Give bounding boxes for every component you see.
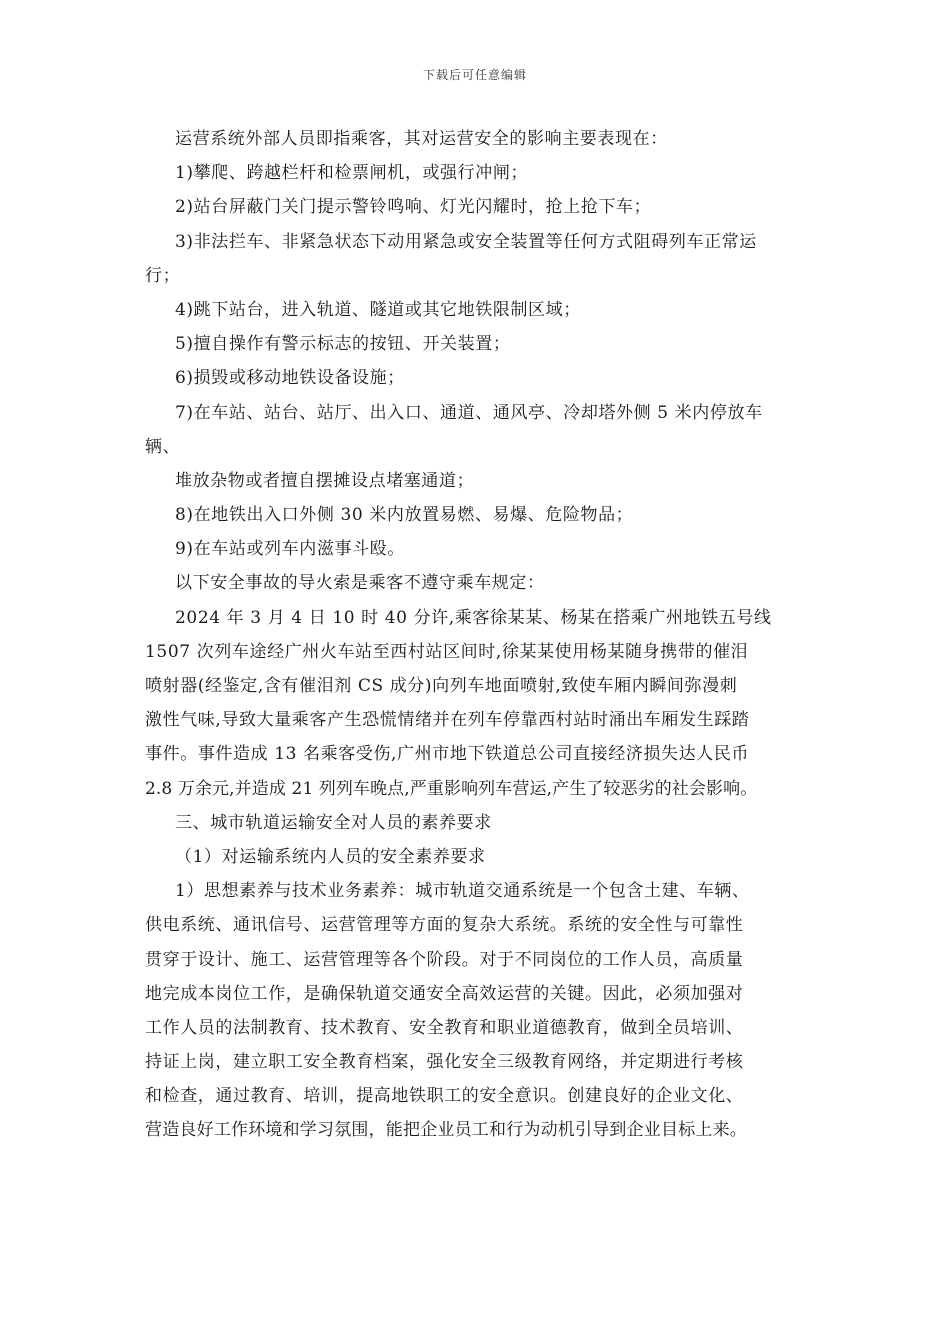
paragraph-line: 运营系统外部人员即指乘客，其对运营安全的影响主要表现在： <box>175 129 668 149</box>
document-body <box>145 122 825 1148</box>
list-item: 3)非法拦车、非紧急状态下动用紧急或安全装置等任何方式阻碍列车正常运 <box>175 231 757 252</box>
page-header: 下载后可任意编辑 <box>422 68 527 82</box>
paragraph-line: 供电系统、通讯信号、运营管理等方面的复杂大系统。系统的安全性与可靠性 <box>145 915 744 936</box>
paragraph-line: 1）思想素养与技术业务素养：城市轨道交通系统是一个包含土建、车辆、 <box>175 881 750 902</box>
list-item: 9)在车站或列车内滋事斗殴。 <box>175 539 405 560</box>
incident-paragraph-line: 2024 年 3 月 4 日 10 时 40 分许,乘客徐某某、杨某在搭乘广州地铁五号线 <box>175 607 772 628</box>
paragraph-line: 地完成本岗位工作，是确保轨道交通安全高效运营的关键。因此，必须加强对 <box>145 983 744 1004</box>
section-heading: 三、城市轨道运输安全对人员的素养要求 <box>175 812 492 833</box>
subsection-heading: （1）对运输系统内人员的安全素养要求 <box>175 846 486 867</box>
incident-paragraph-line: 2.8 万余元,并造成 21 列列车晚点,严重影响列车营运,产生了较恶劣的社会影响。 <box>145 778 758 799</box>
list-item-continuation: 行； <box>145 265 181 286</box>
paragraph-line: 营造良好工作环境和学习氛围，能把企业员工和行为动机引导到企业目标上来。 <box>145 1120 747 1141</box>
paragraph-line: 工作人员的法制教育、技术教育、安全教育和职业道德教育，做到全员培训、 <box>145 1017 744 1038</box>
paragraph-line: 以下安全事故的导火索是乘客不遵守乘车规定： <box>175 573 545 594</box>
list-item: 7)在车站、站台、站厅、出入口、通道、通风亭、冷却塔外侧 5 米内停放车 <box>175 402 763 423</box>
incident-paragraph-line: 1507 次列车途经广州火车站至西村站区间时,徐某某使用杨某随身携带的催泪 <box>145 641 749 662</box>
list-item: 1)攀爬、跨越栏杆和检票闸机，或强行冲闸； <box>175 163 529 184</box>
list-item-continuation: 辆、 <box>145 436 181 457</box>
incident-paragraph-line: 喷射器(经鉴定,含有催泪剂 CS 成分)向列车地面喷射,致使车厢内瞬间弥漫刺 <box>145 676 738 696</box>
incident-paragraph-line: 激性气味,导致大量乘客产生恐慌情绪并在列车停靠西村站时涌出车厢发生踩踏 <box>145 710 750 731</box>
list-item: 5)擅自操作有警示标志的按钮、开关装置； <box>175 334 511 355</box>
list-item: 2)站台屏蔽门关门提示警铃鸣响、灯光闪耀时，抢上抢下车； <box>175 197 652 218</box>
paragraph-line: 持证上岗，建立职工安全教育档案，强化安全三级教育网络，并定期进行考核 <box>145 1052 744 1073</box>
paragraph-line: 和检查，通过教育、培训，提高地铁职工的安全意识。创建良好的企业文化、 <box>145 1086 744 1107</box>
paragraph-line: 贯穿于设计、施工、运营管理等各个阶段。对于不同岗位的工作人员，高质量 <box>145 949 744 970</box>
list-item: 6)损毁或移动地铁设备设施； <box>175 368 405 389</box>
list-item-continuation: 堆放杂物或者擅自摆摊设点堵塞通道； <box>175 470 475 491</box>
list-item: 4)跳下站台，进入轨道、隧道或其它地铁限制区域； <box>175 299 581 320</box>
list-item: 8)在地铁出入口外侧 30 米内放置易燃、易爆、危险物品； <box>175 505 634 526</box>
incident-paragraph-line: 事件。事件造成 13 名乘客受伤,广州市地下铁道总公司直接经济损失达人民币 <box>145 744 750 765</box>
